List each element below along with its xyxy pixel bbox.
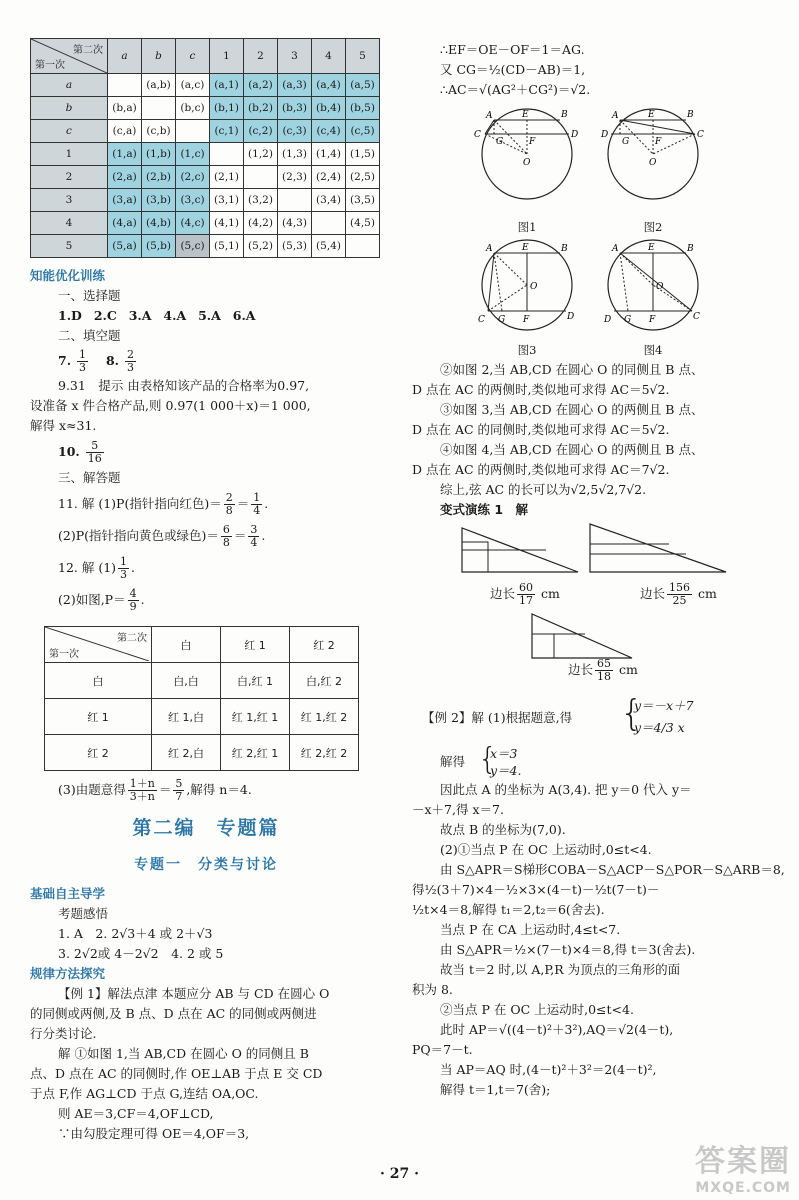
svg-text:A: A: [611, 111, 619, 121]
q11-text-2: (2)P(指针指向黄色或绿色)＝: [58, 528, 219, 543]
table-cell: (b,4): [312, 97, 346, 120]
ex1-line: 解 ①如图 1,当 AB,CD 在圆心 O 的同侧且 B: [58, 1046, 309, 1061]
length-text: 边长: [640, 586, 666, 601]
fraction: $\frac{4}{9}$: [129, 587, 137, 613]
sol-line: 当 AP＝AQ 时,(4－t)²＋3²＝2(4－t)²,: [440, 1062, 657, 1077]
ex1-line: 则 AE＝3,CF＝4,OF⊥CD,: [58, 1106, 214, 1121]
column-header: b: [142, 39, 176, 74]
length-label-2: [640, 578, 717, 610]
table-cell: (3,b): [142, 189, 176, 212]
column-header: 3: [278, 39, 312, 74]
table-cell: (c,3): [278, 120, 312, 143]
fraction: $\frac{1}{4}$: [253, 491, 261, 517]
system-eq-1: y＝－x＋7: [634, 698, 694, 713]
table-cell: (3,4): [312, 189, 346, 212]
table-cell: (a,3): [278, 74, 312, 97]
table-cell: (5,a): [108, 235, 142, 258]
variant-heading: 变式演练 1 解: [440, 502, 529, 517]
q12-part1: 12. 解 (1) $\frac{1}{3}$ .: [58, 555, 136, 581]
triangle-diagram-1: [460, 526, 580, 574]
figure-caption: 图1: [517, 220, 537, 234]
heading-choice: 一、选择题: [58, 288, 121, 303]
row-header: 3: [31, 189, 108, 212]
sol-line: ③如图 3,当 AB,CD 在圆心 O 的两侧且 B 点、: [440, 402, 704, 417]
table-cell: (b,5): [346, 97, 380, 120]
q12-text-3: (3)由题意得: [58, 782, 126, 797]
unit: cm: [698, 586, 717, 601]
svg-text:D: D: [603, 315, 612, 325]
table-cell: (c,5): [346, 120, 380, 143]
figure-3: [472, 239, 582, 358]
sol-line: (2)①当点 P 在 OC 上运动时,0≤t<4.: [440, 842, 652, 857]
circle-figures-row-2: [412, 239, 782, 358]
table-cell: (2,b): [142, 166, 176, 189]
column-header: 1: [210, 39, 244, 74]
table-cell: (4,a): [108, 212, 142, 235]
svg-text:F: F: [529, 137, 536, 147]
svg-text:B: B: [561, 110, 568, 120]
table-cell: (a,2): [244, 74, 278, 97]
table-cell: [142, 97, 176, 120]
ex1-line: 于点 F,作 AG⊥CD 于点 G,连结 OA,OC.: [30, 1086, 259, 1101]
column-header: a: [108, 39, 142, 74]
svg-text:O: O: [648, 158, 657, 168]
svg-text:A: A: [611, 244, 619, 254]
table-cell: (3,c): [176, 189, 210, 212]
circle-diagram-4: [598, 239, 708, 339]
q12-part2: (2)如图,P＝ $\frac{4}{9}$ .: [58, 587, 145, 613]
svg-text:O: O: [530, 282, 538, 292]
q11-text: 11. 解 (1)P(指针指向红色)＝: [58, 496, 222, 511]
svg-text:C: C: [692, 312, 700, 322]
fraction: $\frac{156}{25}$: [669, 581, 691, 607]
table-row: [31, 212, 380, 235]
table-cell: (1,a): [108, 143, 142, 166]
sol-line: 由 S△APR＝S梯形COBA－S△ACP－S△POR－S△ARB＝8,: [440, 862, 785, 877]
table-cell: (a,b): [142, 74, 176, 97]
header-first: 第一次: [49, 649, 79, 660]
part-title: 第二编 专题篇: [132, 817, 280, 839]
table-cell: (2,4): [312, 166, 346, 189]
fraction: $\frac{5}{7}$: [175, 777, 183, 803]
fraction: $\frac{1+n}{3+n}$: [129, 777, 155, 803]
table-cell: 白,红 1: [221, 663, 290, 699]
ex1-line: 的同侧或两侧,及 B 点、D 点在 AC 的同侧或两侧进: [30, 1006, 317, 1021]
sol-line: D 点在 AC 的两侧时,类似地可求得 AC＝7√2.: [412, 462, 670, 477]
svg-text:F: F: [523, 315, 530, 325]
table-cell: 红 1,红 2: [290, 699, 359, 735]
length-text: 边长: [568, 662, 594, 677]
q11-part2: (2)P(指针指向黄色或绿色)＝ $\frac{6}{8}$ ＝ $\frac{3}{4}$ .: [58, 523, 266, 549]
row-header: 5: [31, 235, 108, 258]
q10-line: [30, 436, 382, 468]
brace: {: [478, 742, 498, 777]
length-label-3: [568, 654, 638, 686]
q9-line-1: 9.31 提示 由表格知该产品的合格率为0.97,: [58, 378, 310, 393]
table-cell: [346, 235, 380, 258]
table-cell: (b,c): [176, 97, 210, 120]
svg-text:A: A: [486, 111, 493, 121]
fraction: $\frac{60}{17}$: [519, 581, 534, 607]
sol-line: 积为 8.: [412, 982, 453, 997]
column-header: 白: [152, 627, 221, 663]
sol-line: 故当 t＝2 时,以 A,P,R 为顶点的三角形的面: [440, 962, 681, 977]
q8-fraction: $\frac{2}{3}$: [127, 348, 134, 374]
test-answers-1: 1. A 2. 2√3＋4 或 2＋√3: [58, 926, 213, 941]
table-cell: (2,a): [108, 166, 142, 189]
heading-fill: 二、填空题: [58, 328, 121, 343]
system-eq-2: y＝4/3 x: [634, 720, 685, 735]
sol-line: PQ＝7－t.: [412, 1042, 473, 1057]
table-cell: (3,2): [244, 189, 278, 212]
table-corner-header: [31, 39, 108, 74]
choice-answer: 4.A: [163, 308, 187, 323]
table-cell: (4,b): [142, 212, 176, 235]
header-first: 第一次: [35, 60, 65, 71]
q8-label: 8.: [105, 353, 120, 368]
q10-label: 10.: [58, 444, 80, 459]
table-cell: (5,c): [176, 235, 210, 258]
left-column: [30, 38, 382, 1144]
table-cell: (c,2): [244, 120, 278, 143]
table-cell: (c,a): [108, 120, 142, 143]
ex2-solve-label: 解得: [440, 754, 466, 769]
q12-part3: (3)由题意得 $\frac{1+n}{3+n}$ ＝ $\frac{5}{7}$ ,解得 n＝4.: [58, 777, 252, 803]
svg-text:O: O: [523, 158, 531, 168]
table-cell: (1,b): [142, 143, 176, 166]
svg-text:E: E: [522, 243, 529, 253]
table-cell: (4,5): [346, 212, 380, 235]
watermark: [695, 1136, 791, 1196]
ex1-line: 【例 1】解法点津 本题应分 AB 与 CD 在圆心 O: [58, 986, 330, 1001]
table-cell: [176, 120, 210, 143]
sol-line: D 点在 AC 的同侧时,类似地可求得 AC＝5√2.: [412, 422, 670, 437]
column-header: 2: [244, 39, 278, 74]
table-row: [45, 735, 359, 771]
svg-text:G: G: [498, 315, 506, 325]
page-number: · 27 ·: [380, 1166, 419, 1182]
sol-line: ∴AC＝√(AG²＋CG²)＝√2.: [440, 82, 591, 97]
table-cell: (4,3): [278, 212, 312, 235]
q7-fraction: $\frac{1}{3}$: [79, 348, 87, 374]
row-header: a: [31, 74, 108, 97]
table-cell: (3,a): [108, 189, 142, 212]
column-header: 红 1: [221, 627, 290, 663]
q10-fraction: $\frac{5}{16}$: [87, 439, 102, 465]
sol-line: 综上,弦 AC 的长可以为√2,5√2,7√2.: [440, 482, 647, 497]
heading-test: 考题感悟: [58, 906, 109, 921]
table-cell: (b,1): [210, 97, 244, 120]
column-header: c: [176, 39, 210, 74]
svg-text:G: G: [623, 315, 632, 325]
table-row: [31, 143, 380, 166]
row-header: 2: [31, 166, 108, 189]
fraction: $\frac{2}{8}$: [225, 491, 233, 517]
sol-line: 当点 P 在 CA 上运动时,4≤t<7.: [440, 922, 621, 937]
table-cell: (3,1): [210, 189, 244, 212]
choice-answers: [30, 306, 382, 326]
table-row: [45, 663, 359, 699]
test-answers-2: 3. 2√2或 4－2√2 4. 2 或 5: [58, 946, 224, 961]
table-cell: (b,3): [278, 97, 312, 120]
svg-text:G: G: [621, 137, 630, 147]
table-cell: (5,4): [312, 235, 346, 258]
section-heading-basic: 基础自主导学: [30, 886, 106, 901]
fraction: $\frac{65}{18}$: [597, 657, 612, 683]
table-cell: (1,3): [278, 143, 312, 166]
fill-answers-7-8: [30, 346, 382, 376]
table-cell: 红 2,红 2: [290, 735, 359, 771]
choice-answer: 6.A: [232, 308, 256, 323]
table-cell: [210, 143, 244, 166]
right-column: [412, 40, 785, 1100]
choice-answer: 2.C: [93, 308, 117, 323]
table-cell: (a,c): [176, 74, 210, 97]
figure-2: [598, 104, 708, 235]
table-cell: (c,1): [210, 120, 244, 143]
table-cell: 白,白: [152, 663, 221, 699]
fraction: $\frac{3}{4}$: [250, 523, 258, 549]
svg-text:B: B: [561, 244, 568, 254]
section-heading-training: 知能优化训练: [30, 268, 106, 283]
sol-line: ∴EF＝OE－OF＝1＝AG.: [440, 42, 585, 57]
svg-text:E: E: [522, 110, 529, 120]
figure-4: [598, 239, 708, 358]
svg-text:C: C: [478, 315, 485, 325]
svg-text:A: A: [486, 244, 493, 254]
svg-text:C: C: [474, 130, 481, 140]
ex2-system: [412, 692, 782, 742]
table-row: [31, 97, 380, 120]
figure-caption: 图4: [643, 343, 663, 357]
table-cell: (2,c): [176, 166, 210, 189]
table-cell: (b,a): [108, 97, 142, 120]
table-cell: (a,1): [210, 74, 244, 97]
svg-text:C: C: [696, 130, 704, 140]
table-cell: (5,b): [142, 235, 176, 258]
sol-line: ②如图 2,当 AB,CD 在圆心 O 的同侧且 B 点、: [440, 362, 704, 377]
table-cell: (c,4): [312, 120, 346, 143]
sol-line: 故点 B 的坐标为(7,0).: [440, 822, 566, 837]
section-heading-method: 规律方法探究: [30, 966, 106, 981]
table-cell: [312, 212, 346, 235]
q9-line-3: 解得 x≈31.: [30, 418, 97, 433]
solution-1: x＝3: [490, 746, 518, 761]
fraction: $\frac{1}{3}$: [120, 555, 128, 581]
table-cell: (4,c): [176, 212, 210, 235]
table-row: [31, 166, 380, 189]
ex2-intro: 【例 2】解 (1)根据题意,得: [422, 710, 573, 725]
row-header: 红 1: [45, 699, 152, 735]
table-row: [31, 189, 380, 212]
table-cell: (5,2): [244, 235, 278, 258]
row-header: 1: [31, 143, 108, 166]
sol-line: 得½(3＋7)×4－½×3×(4－t)－½t(7－t)－: [412, 882, 660, 897]
triangle-figures: [412, 520, 782, 684]
svg-text:O: O: [655, 282, 664, 292]
column-header: 4: [312, 39, 346, 74]
watermark-en: MXQE.COM: [695, 1180, 791, 1196]
table-cell: (2,1): [210, 166, 244, 189]
length-text: 边长: [490, 586, 516, 601]
figure-1: [472, 104, 582, 235]
svg-text:G: G: [496, 137, 504, 147]
table-cell: (2,3): [278, 166, 312, 189]
row-header: b: [31, 97, 108, 120]
fraction: $\frac{6}{8}$: [222, 523, 230, 549]
unit: cm: [619, 662, 638, 677]
watermark-cn: 答案圈: [695, 1144, 791, 1179]
brace: {: [620, 693, 643, 734]
heading-solve: 三、解答题: [58, 470, 121, 485]
header-second: 第二次: [117, 633, 147, 644]
q9-line-2: 设准备 x 件合格产品,则 0.97(1 000＋x)＝1 000,: [30, 398, 311, 413]
header-second: 第二次: [73, 45, 103, 56]
table-cell: (1,c): [176, 143, 210, 166]
svg-text:D: D: [571, 130, 579, 140]
sol-line: 由 S△APR＝½×(7－t)×4＝8,得 t＝3(舍去).: [440, 942, 696, 957]
table-cell: (1,5): [346, 143, 380, 166]
svg-text:D: D: [600, 130, 609, 140]
table-cell: 白,红 2: [290, 663, 359, 699]
solution-2: y＝4.: [490, 763, 522, 778]
svg-text:F: F: [648, 315, 656, 325]
sol-line: D 点在 AC 的两侧时,类似地可求得 AC＝5√2.: [412, 382, 670, 397]
triangle-diagram-2: [588, 522, 728, 574]
table-cell: (2,5): [346, 166, 380, 189]
circle-diagram-2: [598, 104, 708, 216]
table-cell: [108, 74, 142, 97]
ex2-solution: [412, 742, 782, 780]
table-row: [31, 74, 380, 97]
sol-line: ④如图 4,当 AB,CD 在圆心 O 的两侧且 B 点、: [440, 442, 704, 457]
length-label-1: [490, 578, 560, 610]
triangle-diagram-3: [530, 612, 634, 660]
table-cell: [278, 189, 312, 212]
table-cell: (a,4): [312, 74, 346, 97]
outcome-table-1: [30, 38, 380, 258]
sol-line: －x＋7,得 x＝7.: [412, 802, 504, 817]
ex1-line: 点、D 点在 AC 的同侧时,作 OE⊥AB 于点 E 交 CD: [30, 1066, 323, 1081]
svg-text:B: B: [686, 110, 694, 120]
table-cell: (3,5): [346, 189, 380, 212]
svg-text:D: D: [567, 312, 575, 322]
table-cell: (a,5): [346, 74, 380, 97]
sol-line: ②当点 P 在 OC 上运动时,0≤t<4.: [440, 1002, 634, 1017]
table-cell: (4,1): [210, 212, 244, 235]
table-cell: 红 1,红 1: [221, 699, 290, 735]
q11-part1: 11. 解 (1)P(指针指向红色)＝ $\frac{2}{8}$ ＝ $\frac{1}{4}$ .: [58, 491, 269, 517]
table-cell: 红 1,白: [152, 699, 221, 735]
topic-title: 专题一 分类与讨论: [134, 857, 278, 873]
svg-text:E: E: [647, 110, 655, 120]
sol-line: 此时 AP＝√((4－t)²＋3²),AQ＝√2(4－t),: [440, 1022, 674, 1037]
circle-diagram-1: [472, 104, 582, 216]
q12-text-2: (2)如图,P＝: [58, 592, 126, 607]
ex1-line: ∵由勾股定理可得 OE＝4,OF＝3,: [58, 1126, 250, 1141]
column-header: 红 2: [290, 627, 359, 663]
column-header: 5: [346, 39, 380, 74]
svg-text:F: F: [654, 137, 662, 147]
table-cell: (1,4): [312, 143, 346, 166]
table-cell: (b,2): [244, 97, 278, 120]
ex1-line: 行分类讨论.: [30, 1026, 97, 1041]
row-header: 白: [45, 663, 152, 699]
choice-answer: 3.A: [128, 308, 152, 323]
svg-text:B: B: [686, 244, 694, 254]
sol-line: 又 CG＝½(CD－AB)＝1,: [440, 62, 586, 77]
table-cell: (4,2): [244, 212, 278, 235]
figure-caption: 图2: [643, 220, 663, 234]
q7-label: 7.: [58, 353, 72, 368]
table-row: [31, 120, 380, 143]
circle-figures-row-1: [412, 104, 782, 235]
choice-answer: 1.D: [58, 308, 82, 323]
row-header: 4: [31, 212, 108, 235]
table-cell: 红 2,白: [152, 735, 221, 771]
q12-text: 12. 解 (1): [58, 560, 117, 575]
sol-line: 因此点 A 的坐标为 A(3,4). 把 y＝0 代入 y＝: [440, 782, 692, 797]
sol-line: 解得 t＝1,t＝7(舍);: [440, 1082, 551, 1097]
q12-tail: ,解得 n＝4.: [186, 782, 252, 797]
table-cell: (1,2): [244, 143, 278, 166]
table-cell: 红 2,红 1: [221, 735, 290, 771]
table-cell: [244, 166, 278, 189]
row-header: 红 2: [45, 735, 152, 771]
outcome-table-2: [44, 626, 359, 771]
circle-diagram-3: [472, 239, 582, 339]
choice-answer: 5.A: [198, 308, 221, 323]
table-cell: (c,b): [142, 120, 176, 143]
table-cell: (5,1): [210, 235, 244, 258]
unit: cm: [541, 586, 560, 601]
svg-text:E: E: [647, 243, 655, 253]
figure-caption: 图3: [517, 343, 537, 357]
table-row: [31, 235, 380, 258]
row-header: c: [31, 120, 108, 143]
table-cell: (5,3): [278, 235, 312, 258]
table-row: [45, 699, 359, 735]
sol-line: ½t×4＝8,解得 t₁＝2,t₂＝6(舍去).: [412, 902, 605, 917]
table-corner-header: [45, 627, 152, 663]
